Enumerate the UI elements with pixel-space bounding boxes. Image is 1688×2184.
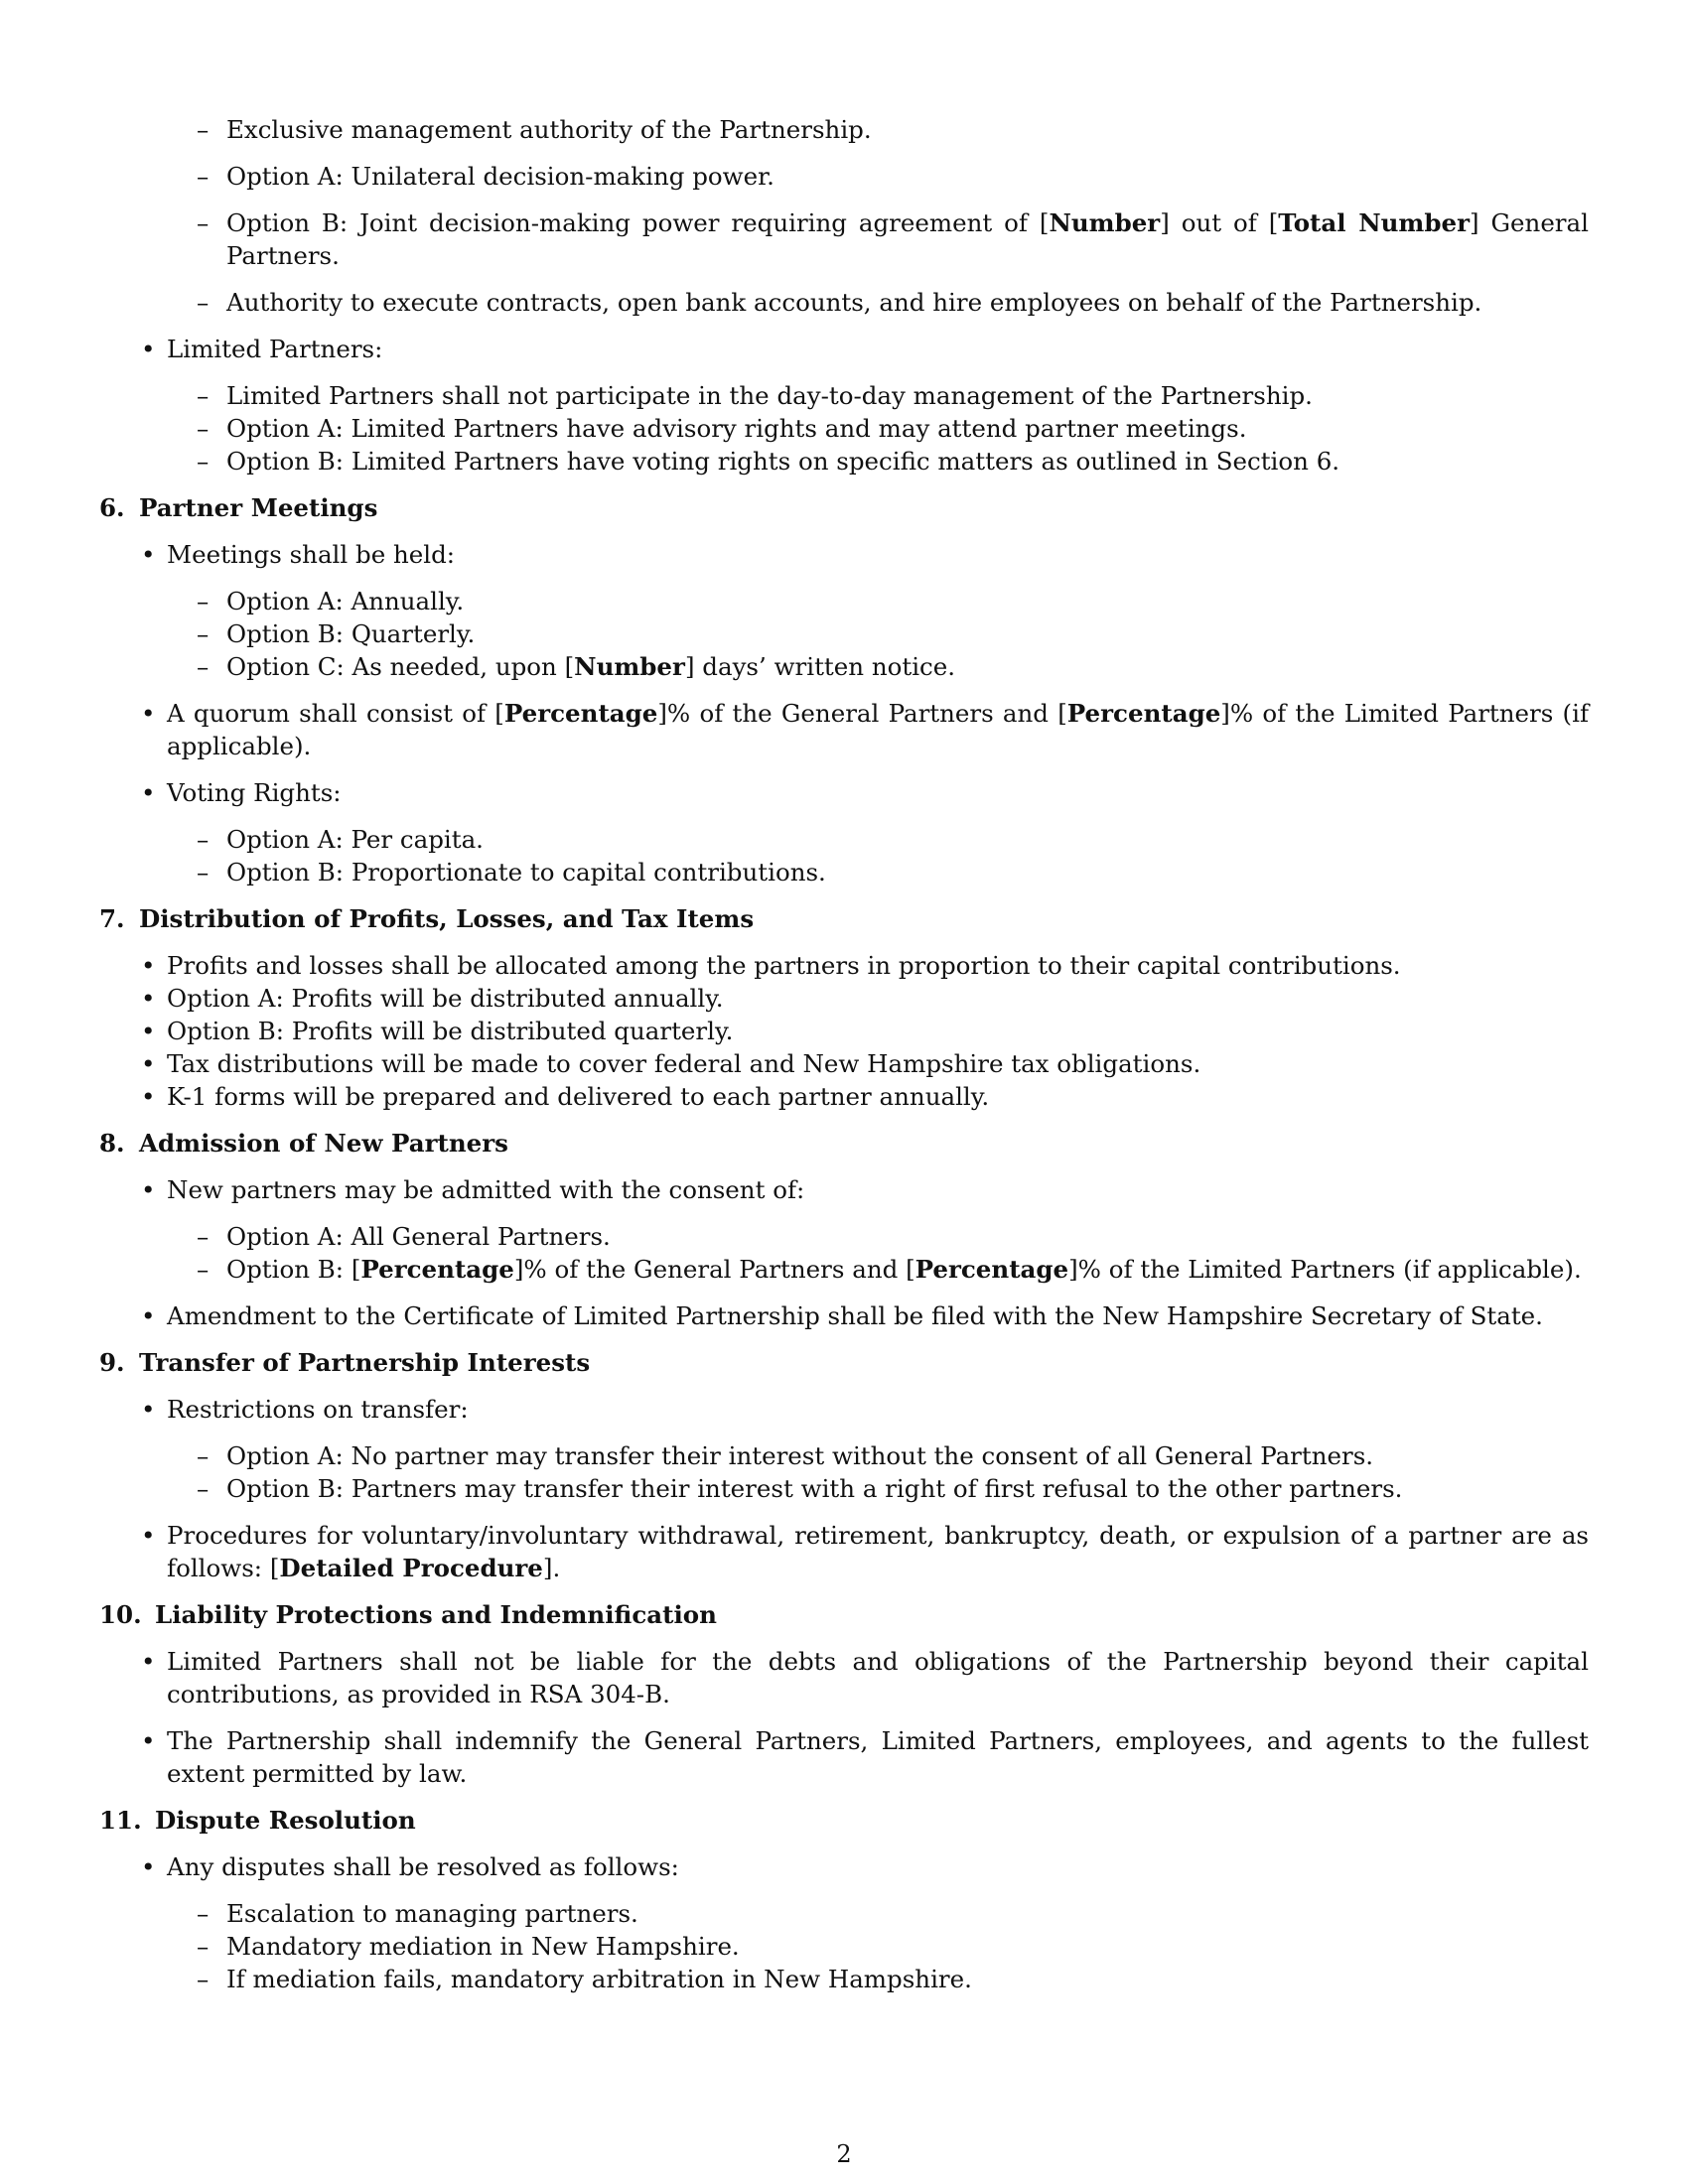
list-item: – Option A: No partner may transfer their interest without the consent of all General Partners. <box>197 1441 1374 1470</box>
list-item: • K-1 forms will be prepared and delivered to each partner annually. <box>141 1082 990 1111</box>
page-number: 2 <box>836 2140 852 2168</box>
general-partner-authority-list <box>99 113 1589 319</box>
dash-marker: – <box>197 825 210 854</box>
voting-options-list <box>167 823 1589 888</box>
dash-marker: – <box>197 115 210 144</box>
bullet-marker: • <box>141 1521 156 1550</box>
section-heading-9: 9. Transfer of Partnership Interests <box>99 1348 591 1377</box>
list-item: – Option A: All General Partners. <box>197 1222 611 1251</box>
admission-options-list <box>167 1220 1589 1286</box>
dash-marker: – <box>197 1932 210 1961</box>
list-item: – Option A: Limited Partners have advisory rights and may attend partner meetings. <box>197 414 1247 443</box>
list-item: – Option C: As needed, upon [Number] days’ written notice. <box>197 652 956 681</box>
bullet-marker: • <box>141 1082 156 1111</box>
bullet-marker: • <box>141 951 156 980</box>
list-item: – Option B: Partners may transfer their interest with a right of first refusal to the other partners. <box>197 1474 1403 1503</box>
list-item: • Restrictions on transfer: – Option A: No partner may transfer their interest without the consent of all General Partners. – Option B: Partners may transfer their interest with a right of first refusal to the other partners. <box>99 1393 1589 1505</box>
dash-marker: – <box>197 1255 210 1284</box>
dash-marker: – <box>197 381 210 410</box>
dash-marker: – <box>197 1222 210 1251</box>
list-item: • Voting Rights: – Option A: Per capita. – Option B: Proportionate to capital contributions. <box>99 776 1589 888</box>
list-item: – Option A: Unilateral decision-making power. <box>197 162 774 191</box>
dash-marker: – <box>197 587 210 615</box>
bullet-marker: • <box>141 1395 156 1424</box>
section-heading-10: 10. Liability Protections and Indemnification <box>99 1600 717 1629</box>
bullet-marker: • <box>141 778 156 807</box>
list-item: – Option B: Joint decision-making power requiring agreement of [Number] out of [Total Number] General Partners. <box>197 208 1589 270</box>
list-item: • New partners may be admitted with the consent of: – Option A: All General Partners. – Option B: [Percentage]% of the General Partners and [Percentage]% of the Limited Partners (if applicable). <box>99 1173 1589 1286</box>
list-item: • Tax distributions will be made to cover federal and New Hampshire tax obligations. <box>141 1049 1201 1078</box>
list-item: • A quorum shall consist of [Percentage]% of the General Partners and [Percentage]% of the Limited Partners (if applicable). <box>141 699 1590 760</box>
partner-meetings-list <box>99 538 1589 888</box>
dash-marker: – <box>197 447 210 476</box>
dash-marker: – <box>197 1965 210 1993</box>
dispute-list <box>99 1850 1589 1995</box>
transfer-options-list <box>167 1439 1589 1505</box>
list-item: – Mandatory mediation in New Hampshire. <box>197 1932 740 1961</box>
dash-marker: – <box>197 288 210 317</box>
list-item: – Exclusive management authority of the Partnership. <box>197 115 872 144</box>
meetings-options-list <box>167 585 1589 683</box>
bullet-marker: • <box>141 1647 156 1676</box>
limited-partners-sublist <box>167 379 1589 478</box>
list-item: • Any disputes shall be resolved as follows: – Escalation to managing partners. – Mandatory mediation in New Hampshire. – If mediation fails, mandatory arbitration in New Hampshire. <box>99 1850 1589 1995</box>
bullet-marker: • <box>141 540 156 569</box>
admission-list <box>99 1173 1589 1332</box>
bullet-marker: • <box>141 1017 156 1045</box>
list-item: • Limited Partners shall not be liable for the debts and obligations of the Partnership beyond their capital contributions, as provided in RSA 304-B. <box>141 1647 1589 1708</box>
dash-marker: – <box>197 208 210 237</box>
section-heading-6: 6. Partner Meetings <box>99 493 378 522</box>
section-heading-7: 7. Distribution of Profits, Losses, and Tax Items <box>99 904 755 933</box>
bullet-marker: • <box>141 1175 156 1204</box>
transfer-list <box>99 1393 1589 1584</box>
list-item: • Procedures for voluntary/involuntary withdrawal, retirement, bankruptcy, death, or expulsion of a partner are as follows: [Detailed Procedure]. <box>141 1521 1589 1582</box>
bullet-marker: • <box>141 1726 156 1755</box>
list-item: • The Partnership shall indemnify the General Partners, Limited Partners, employees, and agents to the fullest extent permitted by law. <box>141 1726 1589 1788</box>
list-item: – Option B: Proportionate to capital contributions. <box>197 858 826 887</box>
list-item: – Limited Partners shall not participate in the day-to-day management of the Partnership. <box>197 381 1313 410</box>
bullet-marker: • <box>141 984 156 1013</box>
dash-marker: – <box>197 652 210 681</box>
list-item: • Option B: Profits will be distributed quarterly. <box>141 1017 734 1045</box>
list-item: – Option B: Limited Partners have voting rights on specific matters as outlined in Section 6. <box>197 447 1340 476</box>
dash-marker: – <box>197 858 210 887</box>
dash-marker: – <box>197 1899 210 1928</box>
liability-list <box>99 1645 1589 1790</box>
dash-marker: – <box>197 414 210 443</box>
bullet-marker: • <box>141 699 156 728</box>
dash-marker: – <box>197 619 210 648</box>
bullet-marker: • <box>141 335 156 363</box>
section-heading-11: 11. Dispute Resolution <box>99 1806 416 1835</box>
list-item: • Limited Partners: – Limited Partners shall not participate in the day-to-day management of the Partnership. – Option A: Limited Partners have advisory rights and may attend partner meetings. – Option B: Limited Partners have voting rights on specific matters as outlined in Section 6. <box>99 333 1589 478</box>
bullet-marker: • <box>141 1049 156 1078</box>
dash-marker: – <box>197 1474 210 1503</box>
section-heading-8: 8. Admission of New Partners <box>99 1129 508 1158</box>
list-item: – Option A: Annually. <box>197 587 465 615</box>
distribution-list <box>99 949 1589 1113</box>
list-item: • Profits and losses shall be allocated among the partners in proportion to their capital contributions. <box>141 951 1401 980</box>
dispute-steps-list <box>167 1897 1589 1995</box>
list-item: • Option A: Profits will be distributed annually. <box>141 984 724 1013</box>
dash-marker: – <box>197 1441 210 1470</box>
bullet-marker: • <box>141 1301 156 1330</box>
list-item: • Amendment to the Certificate of Limited Partnership shall be filed with the New Hampshire Secretary of State. <box>141 1301 1543 1330</box>
list-item: – If mediation fails, mandatory arbitration in New Hampshire. <box>197 1965 972 1993</box>
list-item: – Escalation to managing partners. <box>197 1899 638 1928</box>
limited-partners-list <box>99 333 1589 478</box>
list-item: • Meetings shall be held: – Option A: Annually. – Option B: Quarterly. – Option C: As needed, upon [Number] days’ written notice. <box>99 538 1589 683</box>
list-item: – Authority to execute contracts, open bank accounts, and hire employees on behalf of the Partnership. <box>197 288 1482 317</box>
dash-marker: – <box>197 162 210 191</box>
list-item: – Option A: Per capita. <box>197 825 484 854</box>
list-item: – Option B: [Percentage]% of the General Partners and [Percentage]% of the Limited Partners (if applicable). <box>197 1255 1582 1284</box>
document-body <box>99 99 1589 2009</box>
bullet-marker: • <box>141 1852 156 1881</box>
list-item: – Option B: Quarterly. <box>197 619 476 648</box>
